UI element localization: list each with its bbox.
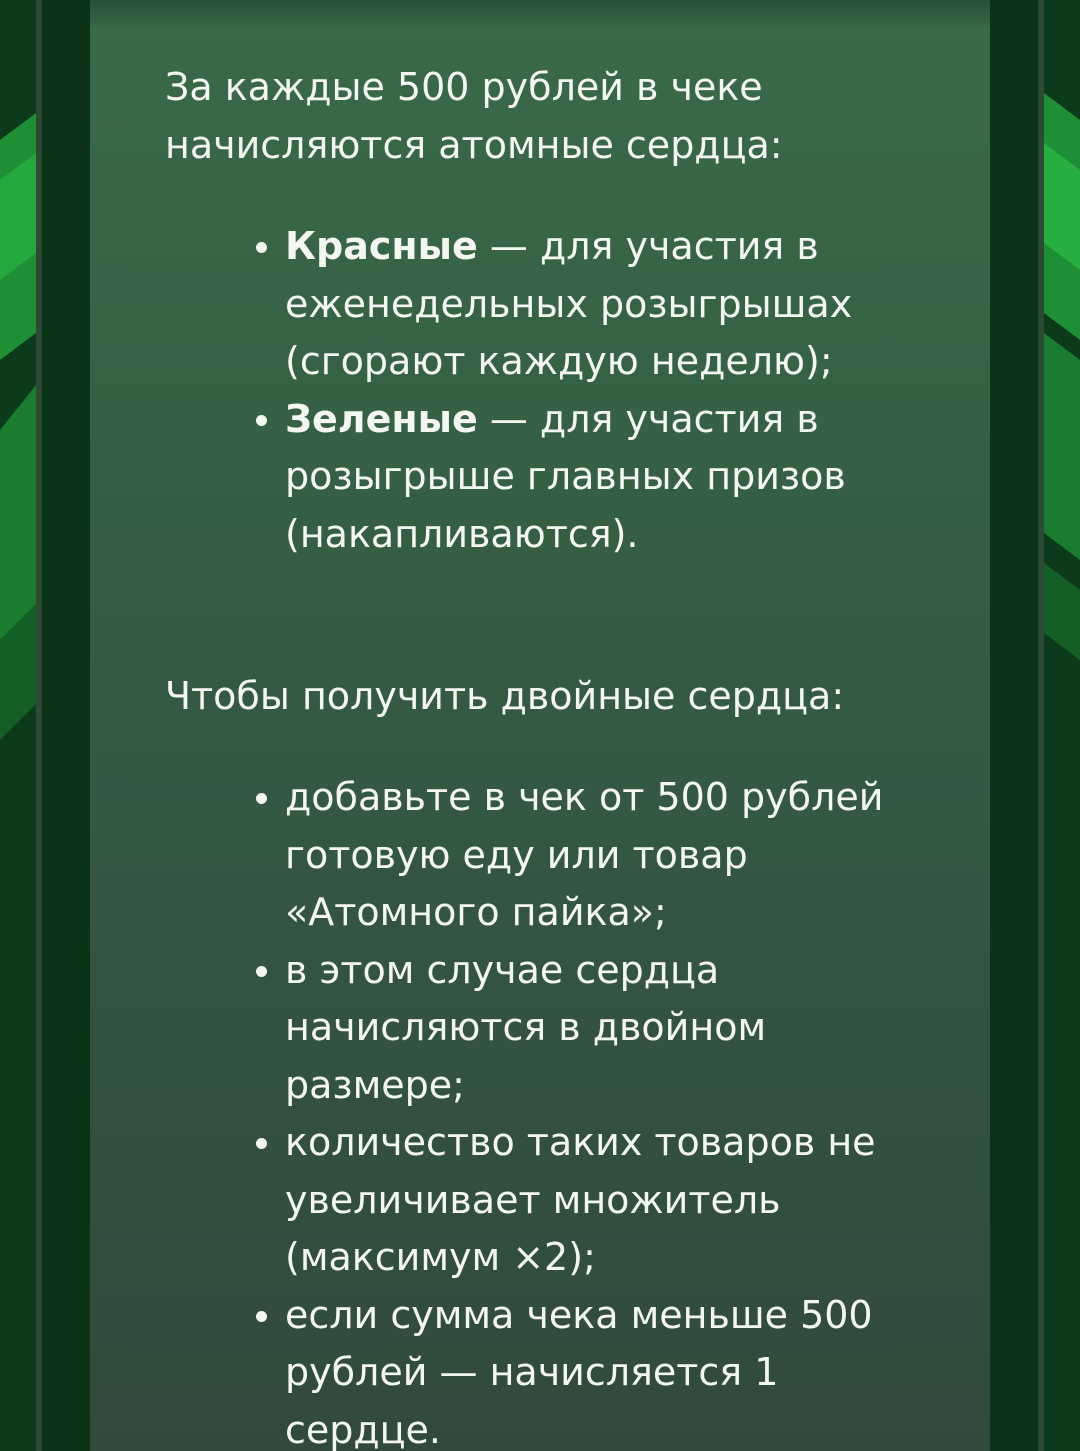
red-hearts-term: Красные [285,224,478,268]
frame-left [42,0,90,1451]
frame-border-left [36,0,42,1451]
list-item: в этом случае сердца начисляются в двойном размере; [285,942,925,1115]
hearts-intro: За каждые 500 рублей в чеке начисляются атомные сердца: [165,65,783,167]
double-hearts-list [165,769,925,1451]
hearts-list [165,218,925,563]
list-item: добавьте в чек от 500 рублей готовую еду или товар «Атомного пайка»; [285,769,925,942]
red-hearts-text: — для участия в еженедельных розыгрышах (сгорают каждую неделю); [285,224,853,383]
frame-right [990,0,1038,1451]
frame-border-right [1038,0,1044,1451]
green-hearts-term: Зеленые [285,396,478,441]
list-item: если сумма чека меньше 500 рублей — начисляется 1 сердце. [285,1287,925,1451]
double-hearts-intro: Чтобы получить двойные сердца: [165,674,845,718]
card-top-shade [90,0,990,30]
info-content [165,58,925,1451]
list-item-green-hearts [285,391,925,564]
list-item-red-hearts [285,218,925,391]
list-item: количество таких товаров не увеличивает множитель (максимум ×2); [285,1114,925,1287]
green-hearts-text: — для участия в розыгрыше главных призов (накапливаются). [285,396,846,556]
